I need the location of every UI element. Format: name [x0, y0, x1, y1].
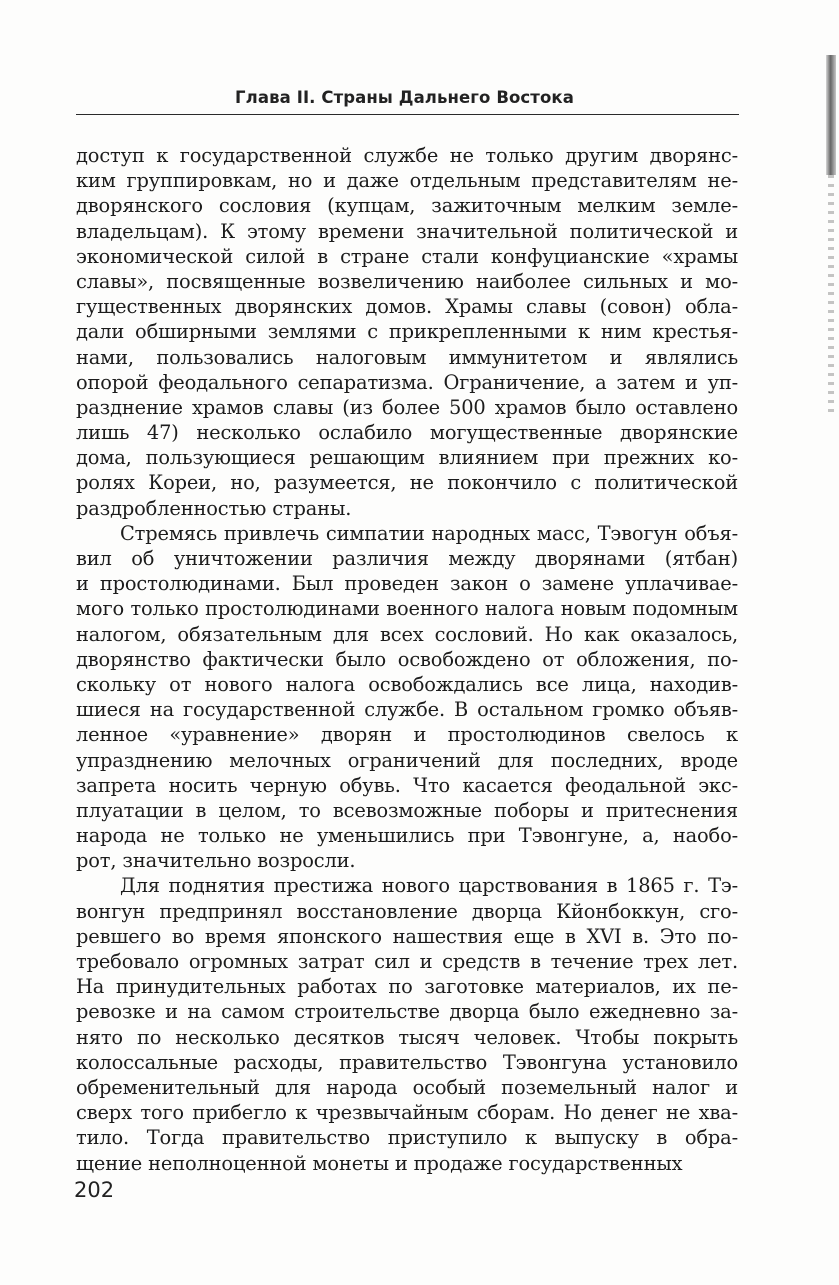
- paragraph: [76, 521, 738, 874]
- page-binding-texture: [828, 175, 834, 415]
- text-line: ким группировкам, но и даже отдельным представителям не-: [76, 169, 738, 193]
- page-number: 202: [74, 1178, 115, 1202]
- text-line: обременительный для народа особый поземельный налог и: [76, 1075, 738, 1099]
- text-line: Для поднятия престижа нового царствования в 1865 г. Тэ-: [120, 874, 738, 898]
- text-line: шиеся на государственной службе. В остальном громко объяв-: [76, 698, 738, 722]
- paragraph: [76, 143, 738, 521]
- text-line: дворянского сословия (купцам, зажиточным мелким земле-: [76, 194, 738, 218]
- text-line: ревшего во время японского нашествия еще в XVI в. Это по-: [76, 924, 738, 948]
- text-line: требовало огромных затрат сил и средств в течение трех лет.: [76, 950, 738, 973]
- text-line: гущественных дворянских домов. Храмы славы (совон) обла-: [76, 295, 738, 319]
- text-line: тило. Тогда правительство приступило к выпуску в обра-: [76, 1126, 738, 1150]
- text-line: дома, пользующиеся решающим влиянием при прежних ко-: [76, 446, 738, 470]
- text-line: рот, значительно возросли.: [76, 849, 356, 873]
- text-line: налогом, обязательным для всех сословий. Но как оказалось,: [76, 622, 738, 646]
- text-line: владельцам). К этому времени значительной политической и: [76, 219, 738, 243]
- text-line: славы», посвященные возвеличению наиболее сильных и мо-: [76, 269, 738, 293]
- text-line: и простолюдинами. Был проведен закон о замене уплачивае-: [76, 572, 738, 596]
- text-line: запрета носить черную обувь. Что касается феодальной экс-: [76, 773, 738, 797]
- text-line: вонгун предпринял восстановление дворца Кйонбоккун, сго-: [76, 899, 738, 923]
- text-line: вил об уничтожении различия между дворянами (ятбан): [76, 547, 738, 570]
- text-line: нами, пользовались налоговым иммунитетом и являлись: [76, 345, 738, 369]
- text-line: На принудительных работах по заготовке материалов, их пе-: [76, 975, 738, 999]
- text-line: щение неполноценной монеты и продаже государственных: [76, 1151, 683, 1175]
- text-line: дворянство фактически было освобождено от обложения, по-: [76, 647, 738, 671]
- text-line: ревозке и на самом строительстве дворца было ежедневно за-: [76, 1000, 738, 1024]
- text-line: народа не только не уменьшились при Тэвонгуне, а, наобо-: [76, 824, 738, 848]
- text-line: экономической силой в стране стали конфуцианские «храмы: [76, 244, 738, 268]
- text-line: раздробленностью страны.: [76, 496, 352, 520]
- chapter-title: Глава II. Страны Дальнего Востока: [235, 88, 574, 107]
- text-line: скольку от нового налога освобождались все лица, находив-: [76, 672, 738, 696]
- text-line: дали обширными землями с прикрепленными к ним крестья-: [76, 320, 738, 344]
- text-line: разднение храмов славы (из более 500 храмов было оставлено: [76, 395, 738, 419]
- text-line: нято по несколько десятков тысяч человек. Чтобы покрыть: [76, 1025, 738, 1049]
- text-line: лишь 47) несколько ослабило могущественные дворянские: [76, 421, 738, 445]
- text-line: опорой феодального сепаратизма. Ограничение, а затем и уп-: [76, 370, 738, 394]
- text-line: колоссальные расходы, правительство Тэвонгуна установило: [76, 1050, 738, 1074]
- text-line: Стремясь привлечь симпатии народных масс, Тэвогун объя-: [120, 521, 738, 545]
- text-line: ленное «уравнение» дворян и простолюдинов свелось к: [76, 723, 738, 747]
- text-line: мого только простолюдинами военного налога новым подомным: [76, 597, 738, 621]
- text-line: плуатации в целом, то всевозможные поборы и притеснения: [76, 798, 738, 822]
- header-divider: [76, 114, 739, 115]
- page-binding-shadow: [826, 55, 836, 175]
- main-text: [76, 143, 738, 1176]
- text-line: доступ к государственной службе не только другим дворянс-: [76, 144, 738, 167]
- text-line: ролях Кореи, но, разумеется, не покончило с политической: [76, 471, 738, 495]
- running-header: [0, 88, 839, 107]
- text-line: упразднению мелочных ограничений для последних, вроде: [76, 748, 738, 772]
- text-line: сверх того прибегло к чрезвычайным сборам. Но денег не хва-: [76, 1101, 738, 1125]
- paragraph: [76, 873, 738, 1175]
